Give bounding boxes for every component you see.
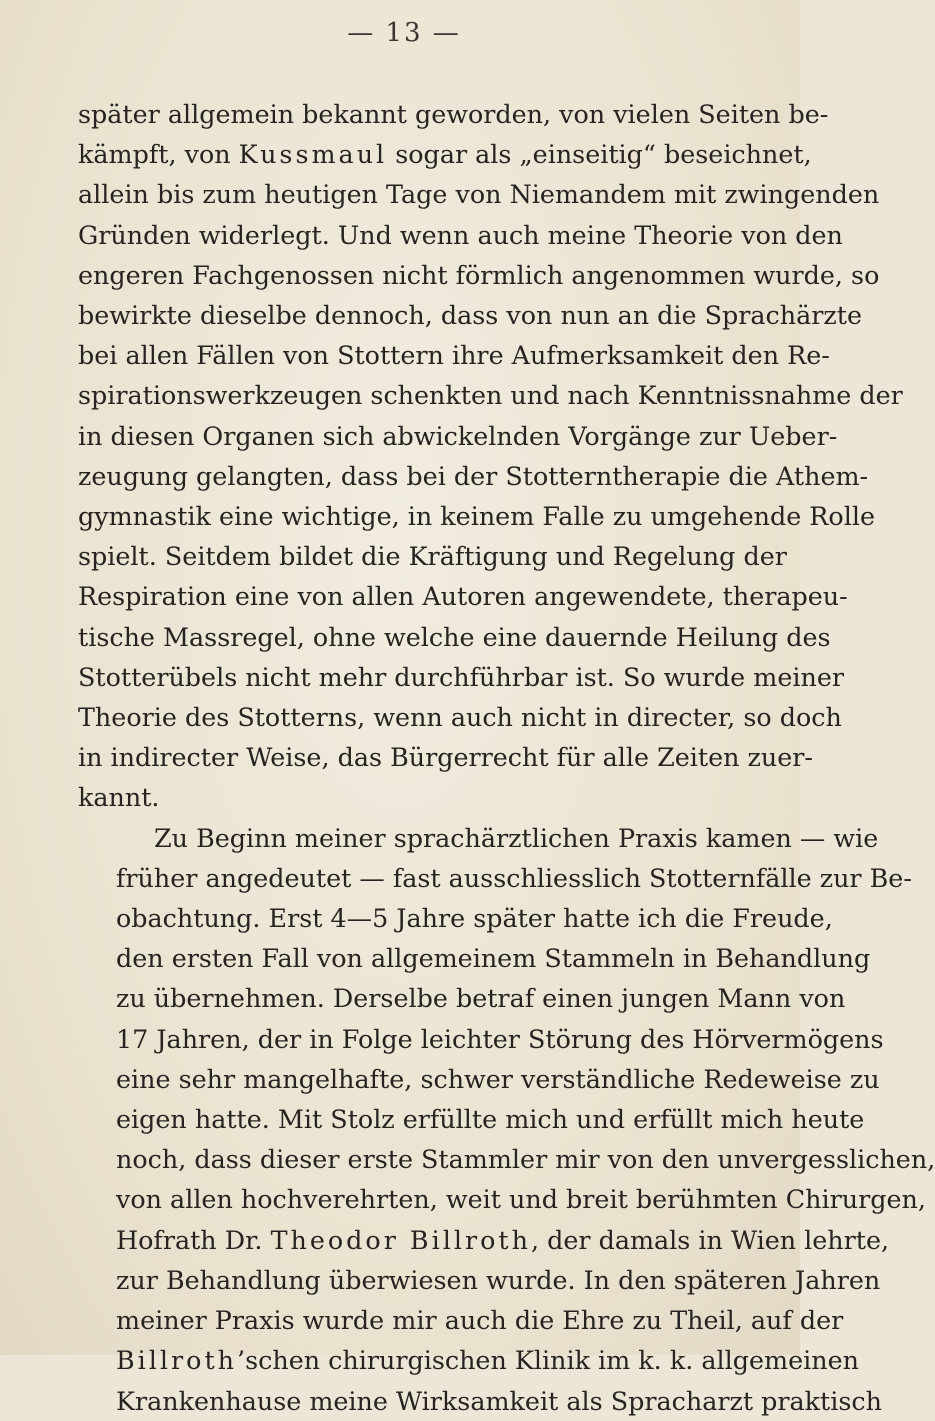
text-line: Billroth’schen chirurgischen Klinik im k. k. allgemeinen xyxy=(116,1345,859,1376)
text-line: spielt. Seitdem bildet die Kräftigung und Regelung der xyxy=(78,541,787,572)
text-line: Zu Beginn meiner sprachärztlichen Praxis kamen — wie xyxy=(154,822,879,853)
text-line: bei allen Fällen von Stottern ihre Aufmerksamkeit den Re- xyxy=(78,340,830,371)
spaced-name: Theodor Billroth xyxy=(270,1224,531,1255)
text-line: obachtung. Erst 4—5 Jahre später hatte ich die Freude, xyxy=(116,903,833,934)
paragraph xyxy=(78,94,903,818)
text-line: Theorie des Stotterns, wenn auch nicht in directer, so doch xyxy=(78,702,842,733)
text-line: meiner Praxis wurde mir auch die Ehre zu Theil, auf der xyxy=(116,1305,844,1336)
text-line: in diesen Organen sich abwickelnden Vorgänge zur Ueber- xyxy=(78,420,838,451)
text-line: früher angedeutet — fast ausschliesslich Stotternfälle zur Be- xyxy=(116,862,912,893)
text-line: allein bis zum heutigen Tage von Niemandem mit zwingenden xyxy=(78,179,880,210)
text-line: eine sehr mangelhafte, schwer verständliche Redeweise zu xyxy=(116,1063,880,1094)
text-line: kämpft, von Kussmaul sogar als „einseitig“ beseichnet, xyxy=(78,139,812,170)
text-line: den ersten Fall von allgemeinem Stammeln in Behandlung xyxy=(116,943,871,974)
text-line: noch, dass dieser erste Stammler mir von den unvergesslichen, xyxy=(116,1144,935,1175)
text-line: gymnastik eine wichtige, in keinem Falle zu umgehende Rolle xyxy=(78,501,875,532)
text-line: kannt. xyxy=(78,782,160,813)
text-line: bewirkte dieselbe dennoch, dass von nun an die Sprachärzte xyxy=(78,300,862,331)
body-text xyxy=(78,94,935,1421)
text-line: zur Behandlung überwiesen wurde. In den späteren Jahren xyxy=(116,1264,881,1295)
text-line: eigen hatte. Mit Stolz erfüllte mich und erfüllt mich heute xyxy=(116,1104,865,1135)
text-line: von allen hochverehrten, weit und breit berühmten Chirurgen, xyxy=(116,1184,926,1215)
text-line: spirationswerkzeugen schenkten und nach Kenntnissnahme der xyxy=(78,380,903,411)
text-line: engeren Fachgenossen nicht förmlich angenommen wurde, so xyxy=(78,259,880,290)
text-line: tische Massregel, ohne welche eine dauernde Heilung des xyxy=(78,621,831,652)
text-line: zeugung gelangten, dass bei der Stotterntherapie die Athem- xyxy=(78,460,869,491)
text-line: zu übernehmen. Derselbe betraf einen jungen Mann von xyxy=(116,983,846,1014)
text-line: später allgemein bekannt geworden, von vielen Seiten be- xyxy=(78,99,829,129)
text-line: Stotterübels nicht mehr durchführbar ist. So wurde meiner xyxy=(78,661,845,692)
spaced-name: Kussmaul xyxy=(238,139,388,170)
paragraph xyxy=(78,818,935,1421)
text-line: 17 Jahren, der in Folge leichter Störung des Hörvermögens xyxy=(116,1023,884,1054)
page-number-header: — 13 — xyxy=(347,18,461,48)
text-line: Respiration eine von allen Autoren angewendete, therapeu- xyxy=(78,581,848,612)
text-line: Hofrath Dr. Theodor Billroth, der damals in Wien lehrte, xyxy=(116,1224,890,1255)
spaced-name: Billroth xyxy=(116,1345,238,1376)
text-line: in indirecter Weise, das Bürgerrecht für alle Zeiten zuer- xyxy=(78,742,814,773)
text-line: Krankenhause meine Wirksamkeit als Spracharzt praktisch xyxy=(116,1385,882,1416)
text-line: Gründen widerlegt. Und wenn auch meine Theorie von den xyxy=(78,219,843,250)
